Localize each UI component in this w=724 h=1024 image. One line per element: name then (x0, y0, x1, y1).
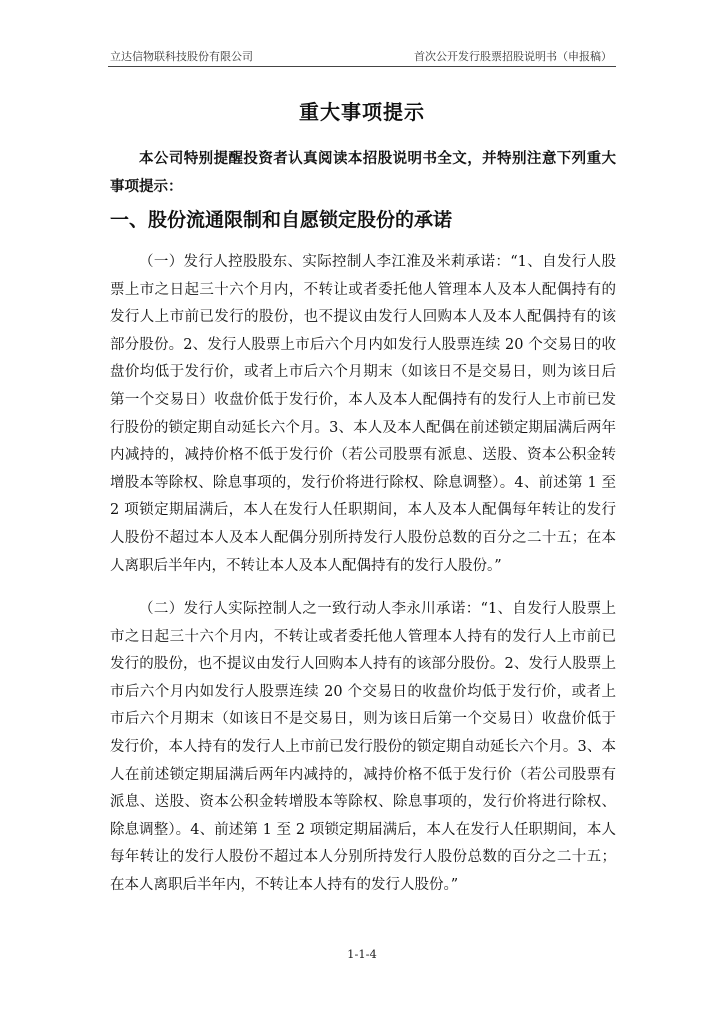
intro-paragraph: 本公司特别提醒投资者认真阅读本招股说明书全文，并特别注意下列重大事项提示： (110, 150, 616, 195)
page-title: 重大事项提示 (299, 100, 425, 124)
header-company-name: 立达信物联科技股份有限公司 (110, 50, 253, 63)
commitment-paragraph-2: （二）发行人实际控制人之一致行动人李永川承诺：“1、自发行人股票上市之日起三十六个月内，不转让或者委托他人管理本人持有的发行人上市前已发行的股份，也不提议由发行人回购本人持有的该部分股份。2、发行人股票上市后六个月内如发行人股票连续 20 个交易日的收盘价均低于发行价，或者上市后六个月期末（如该日不是交易日，则为该日后第一个交易日）收盘价低于发行价，本人持有的发行人上市前已发行股份的锁定期自动延长六个月。3、本人在前述锁定期届满后两年内减持的，减持价格不低于发行价（若公司股票有派息、送股、资本公积金转增股本等除权、除息事项的，发行价将进行除权、除息调整）。4、前述第 1 至 2 项锁定期届满后，本人在发行人任职期间，本人每年转让的发行人股份不超过本人分别所持发行人股份总数的百分之二十五；在本人离职后半年内，不转让本人持有的发行人股份。” (110, 601, 616, 893)
commitment-paragraph-1: （一）发行人控股股东、实际控制人李江淮及米莉承诺：“1、自发行人股票上市之日起三十六个月内，不转让或者委托他人管理本人及本人配偶持有的发行人上市前已发行的股份，也不提议由发行人回购本人及本人配偶持有的该部分股份。2、发行人股票上市后六个月内如发行人股票连续 20 个交易日的收盘价均低于发行价，或者上市后六个月期末（如该日不是交易日，则为该日后第一个交易日）收盘价低于发行价，本人及本人配偶持有的发行人上市前已发行股份的锁定期自动延长六个月。3、本人及本人配偶在前述锁定期届满后两年内减持的，减持价格不低于发行价（若公司股票有派息、送股、资本公积金转增股本等除权、除息事项的，发行价将进行除权、除息调整）。4、前述第 1 至 2 项锁定期届满后，本人在发行人任职期间，本人及本人配偶每年转让的发行人股份不超过本人及本人配偶分别所持发行人股份总数的百分之二十五；在本人离职后半年内，不转让本人及本人配偶持有的发行人股份。” (110, 254, 616, 574)
page-header (108, 48, 616, 66)
header-document-title: 首次公开发行股票招股说明书（申报稿） (414, 50, 612, 63)
header-divider (108, 66, 616, 67)
page-number: 1-1-4 (347, 947, 377, 961)
section-heading: 一、股份流通限制和自愿锁定股份的承诺 (110, 209, 453, 231)
